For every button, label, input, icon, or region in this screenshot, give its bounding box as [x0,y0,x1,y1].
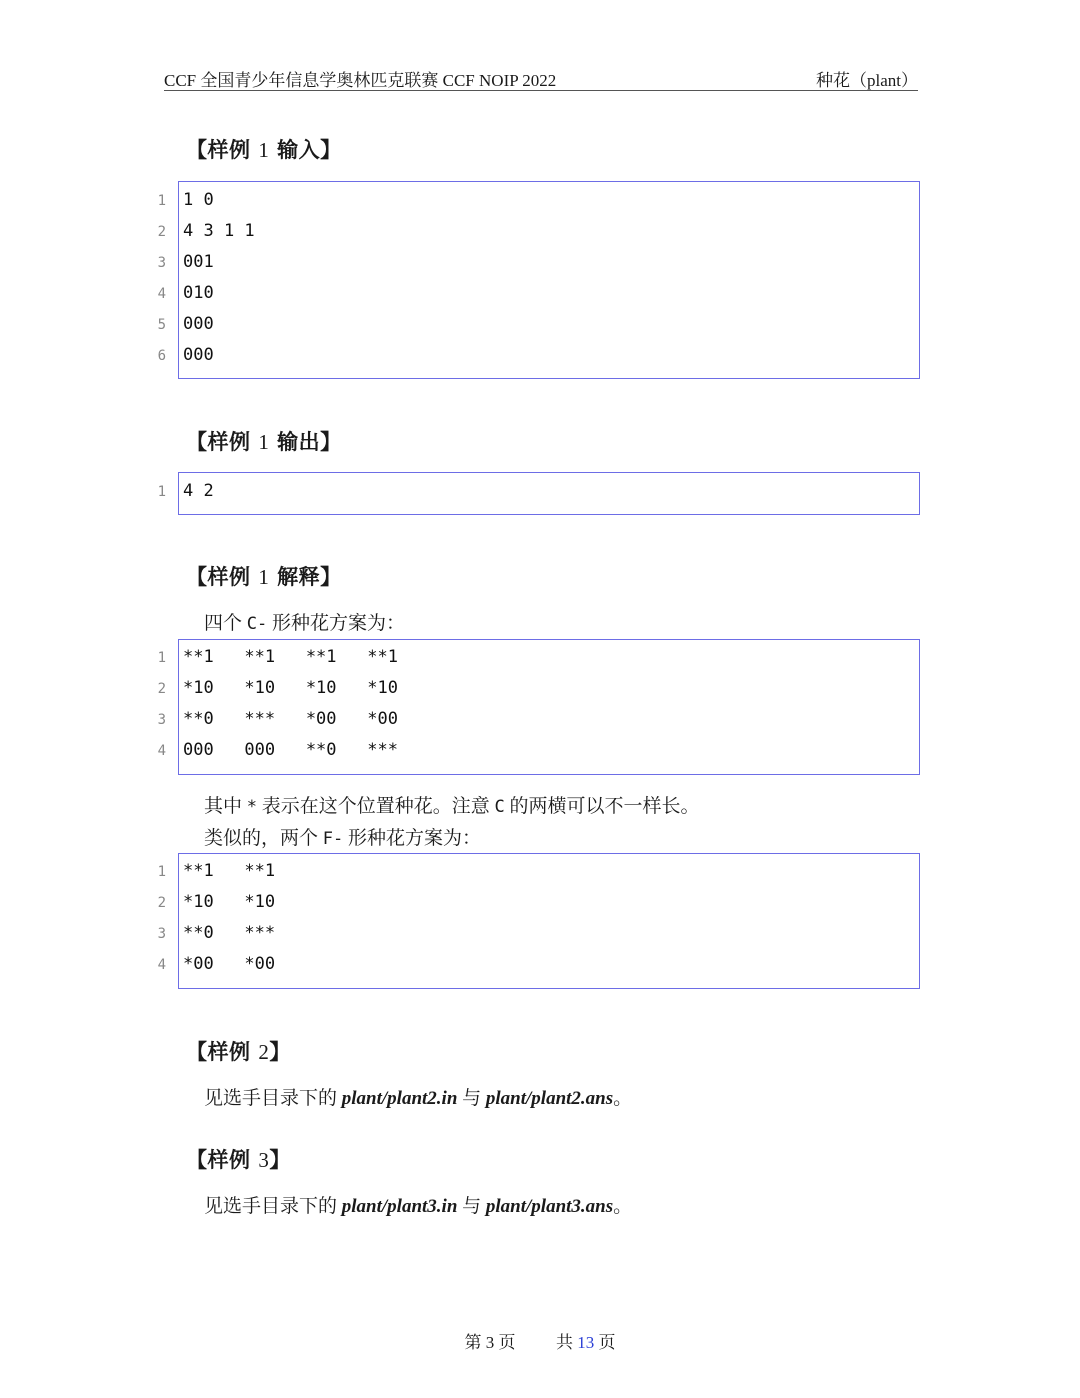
line-number: 4 [157,286,166,302]
line-number: 4 [157,957,166,973]
line-number: 3 [157,926,166,942]
star-note: 其中 * 表示在这个位置种花。注意 C 的两横可以不一样长。 [204,796,700,817]
sample1-explain-heading: 【样例 1 解释】 [186,565,342,589]
sample3-heading: 【样例 3】 [186,1148,291,1172]
code-text: *00 *00 [183,954,276,974]
page-header [164,64,918,91]
line-number: 2 [157,895,166,911]
header-problem-title: 种花（plant） [816,71,918,90]
sample3-input-file: plant/plant3.in [341,1196,458,1217]
page-footer: 第 3 页 共 13 页 [464,1333,616,1352]
code-text: **0 *** *00 *00 [183,709,398,729]
sample3-text: 见选手目录下的 plant/plant3.in 与 plant/plant3.ans。 [204,1196,633,1217]
code-text: *10 *10 *10 *10 [183,678,398,698]
code-text: 4 2 [183,481,214,501]
line-number: 1 [157,193,166,209]
total-pages: 13 [577,1333,595,1352]
f-shape-box [178,853,920,989]
line-number: 1 [157,864,166,880]
line-number: 3 [157,255,166,271]
line-number: 3 [157,712,166,728]
sample2-heading: 【样例 2】 [186,1040,291,1064]
sample1-output-heading: 【样例 1 输出】 [186,430,342,454]
code-text: 1 0 [183,190,214,210]
line-number: 1 [157,484,166,500]
code-text: 4 3 1 1 [183,221,255,241]
f-shape-intro: 类似的，两个 F- 形种花方案为： [204,828,482,849]
sample2-input-file: plant/plant2.in [341,1088,458,1109]
code-text: 000 [183,345,214,365]
code-text: *10 *10 [183,892,276,912]
code-text: 001 [183,252,214,272]
code-text: **1 **1 **1 **1 [183,647,398,667]
page-number: 第 3 页 [464,1333,516,1352]
sample2-text: 见选手目录下的 plant/plant2.in 与 plant/plant2.ans。 [204,1088,633,1109]
code-text: **1 **1 [183,861,276,881]
sample3-answer-file: plant/plant3.ans [485,1196,614,1217]
line-number: 5 [157,317,166,333]
code-text: 000 [183,314,214,334]
line-number: 2 [157,681,166,697]
sample1-output-box [178,472,920,515]
c-shape-intro: 四个 C- 形种花方案为： [204,613,406,634]
header-contest-title: CCF 全国青少年信息学奥林匹克联赛 CCF NOIP 2022 [164,71,557,90]
line-number: 1 [157,650,166,666]
line-number: 2 [157,224,166,240]
code-text: 000 000 **0 *** [183,740,398,760]
line-number: 6 [157,348,166,364]
sample1-input-heading: 【样例 1 输入】 [186,138,342,162]
code-text: **0 *** [183,923,276,943]
sample1-input-box [178,181,920,379]
sample2-answer-file: plant/plant2.ans [485,1088,614,1109]
line-number: 4 [157,743,166,759]
code-text: 010 [183,283,214,303]
